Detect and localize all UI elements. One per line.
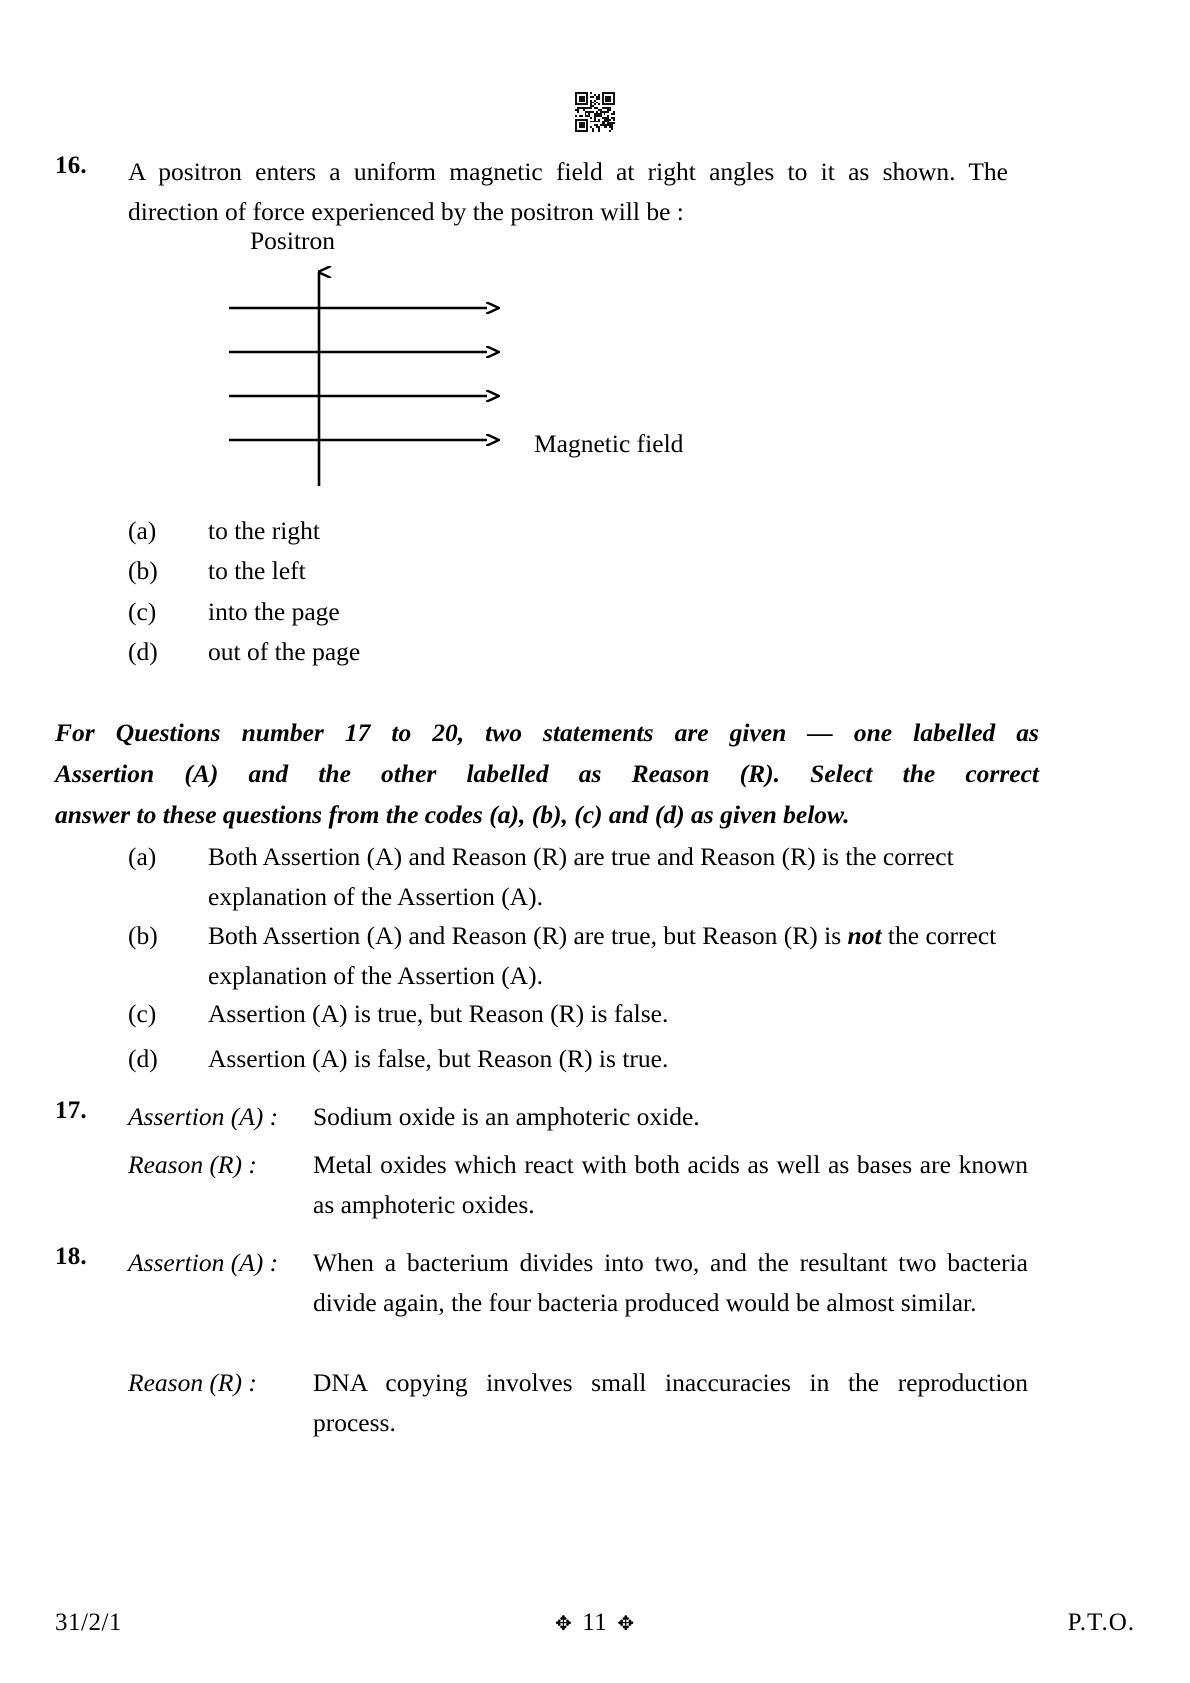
figure-magnetic-field-label: Magnetic field xyxy=(534,429,684,458)
q18-assertion-tag: Assertion (A) : xyxy=(128,1248,279,1277)
ar-option-b-text xyxy=(208,916,1028,996)
question-17-number: 17. xyxy=(55,1097,87,1124)
qr-code-container xyxy=(0,92,1190,132)
page-footer xyxy=(55,1609,1135,1637)
question-16-number: 16. xyxy=(55,152,87,179)
question-18-number: 18. xyxy=(55,1243,87,1270)
q16-option-a[interactable] xyxy=(128,511,728,551)
q16-option-d-text: out of the page xyxy=(208,637,361,666)
figure-positron-label: Positron xyxy=(250,226,336,255)
ar-option-d-label: (d) xyxy=(128,1044,158,1073)
assertion-reason-instruction xyxy=(55,712,1039,835)
ar-option-b-text-before: Both Assertion (A) and Reason (R) are true, but Reason (R) is xyxy=(208,921,848,950)
ar-option-a-label: (a) xyxy=(128,842,157,871)
pto-label: P.T.O. xyxy=(1067,1609,1135,1636)
q18-assertion xyxy=(128,1243,1028,1323)
ar-option-b-emphasis: not xyxy=(847,921,882,950)
ar-option-a-text: Both Assertion (A) and Reason (R) are true and Reason (R) is the correct explanation of the Assertion (A). xyxy=(208,842,954,911)
q18-reason xyxy=(128,1363,1028,1443)
q16-option-b-text: to the left xyxy=(208,556,306,585)
q18-assertion-text: When a bacterium divides into two, and the resultant two bacteria divide again, the four bacteria produced would be almost similar. xyxy=(313,1248,1028,1317)
instruction-line-2: Assertion (A) and the other labelled as Reason (R). Select the correct xyxy=(55,759,1039,788)
q16-option-c[interactable] xyxy=(128,592,728,632)
q16-option-d-label: (d) xyxy=(128,637,158,666)
q16-option-d[interactable] xyxy=(128,632,728,672)
q17-reason-tag: Reason (R) : xyxy=(128,1150,257,1179)
ar-option-b-text-after: the correct explanation of the Assertion (A). xyxy=(208,921,997,990)
ar-option-c-text: Assertion (A) is true, but Reason (R) is false. xyxy=(208,999,669,1028)
instruction-line-3: answer to these questions from the codes (a), (b), (c) and (d) as given below. xyxy=(55,800,850,829)
q18-reason-text: DNA copying involves small inaccuracies in the reproduction process. xyxy=(313,1368,1028,1437)
q16-option-a-label: (a) xyxy=(128,516,157,545)
page-deco-right-icon: ✥ xyxy=(617,1612,635,1635)
q17-reason-text: Metal oxides which react with both acids as well as bases are known as amphoteric oxides. xyxy=(313,1150,1028,1219)
q18-reason-tag: Reason (R) : xyxy=(128,1368,257,1397)
q16-option-b-label: (b) xyxy=(128,556,158,585)
qr-code xyxy=(575,92,615,132)
q16-option-c-text: into the page xyxy=(208,597,340,626)
ar-option-c[interactable] xyxy=(128,994,1028,1034)
q17-reason xyxy=(128,1145,1028,1225)
instruction-line-1: For Questions number 17 to 20, two statements are given — one labelled as xyxy=(55,718,1039,747)
page-number-group xyxy=(555,1609,635,1637)
ar-option-c-label: (c) xyxy=(128,999,157,1028)
q16-option-c-label: (c) xyxy=(128,597,157,626)
ar-option-d[interactable] xyxy=(128,1039,1028,1079)
q17-assertion xyxy=(128,1097,1028,1137)
question-16-text: A positron enters a uniform magnetic field at right angles to it as shown. The direction of force experienced by the positron will be : xyxy=(128,157,1008,226)
paper-code: 31/2/1 xyxy=(55,1609,122,1636)
page-deco-left-icon: ✥ xyxy=(554,1612,573,1635)
ar-option-b-label: (b) xyxy=(128,921,158,950)
q17-assertion-text: Sodium oxide is an amphoteric oxide. xyxy=(313,1102,700,1131)
q16-option-a-text: to the right xyxy=(208,516,320,545)
ar-option-a[interactable] xyxy=(128,837,1028,917)
ar-option-b[interactable] xyxy=(128,916,1028,996)
page-number: 11 xyxy=(582,1609,608,1636)
q16-option-b[interactable] xyxy=(128,551,728,591)
ar-option-d-text: Assertion (A) is false, but Reason (R) is true. xyxy=(208,1044,669,1073)
q17-assertion-tag: Assertion (A) : xyxy=(128,1102,279,1131)
